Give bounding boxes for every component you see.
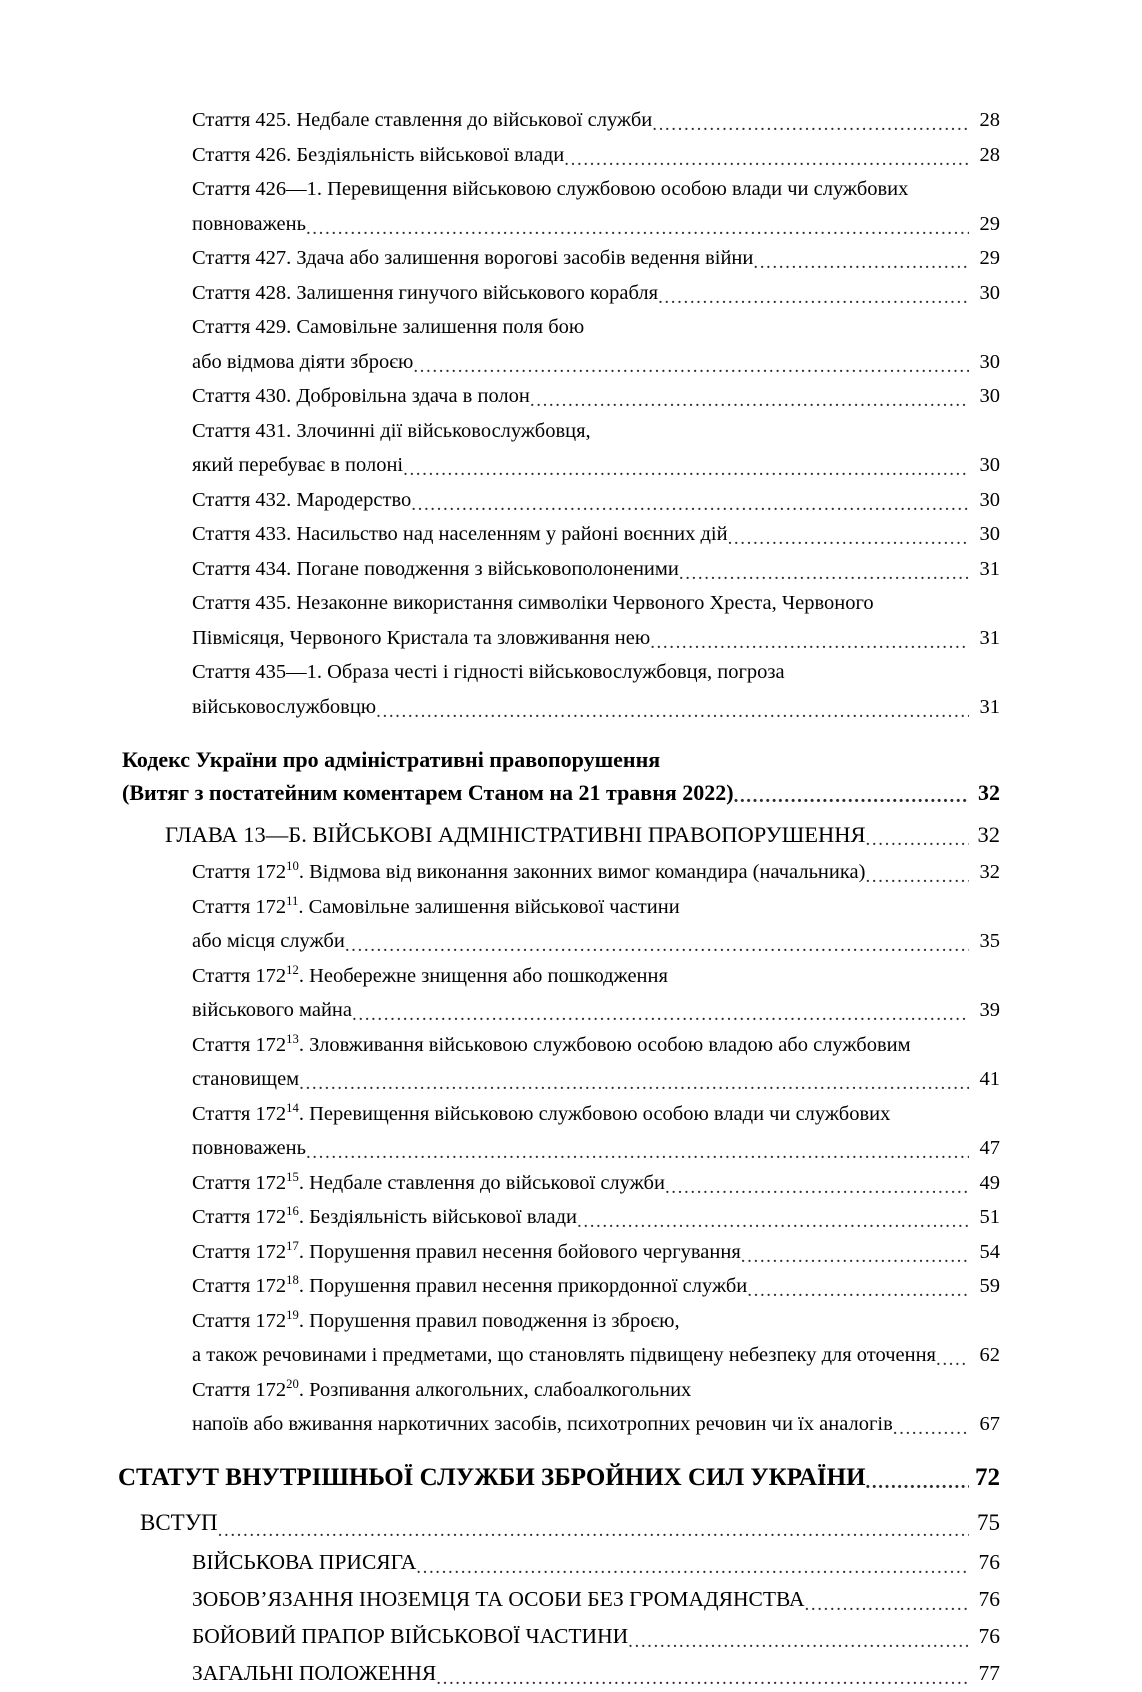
toc-entry-label: Кодекс України про адміністративні правопорушення (122, 747, 661, 772)
toc-entry-label: повноважень (192, 212, 306, 235)
toc-entry[interactable] (0, 1618, 1142, 1655)
dot-leader (628, 1633, 969, 1655)
toc-entry[interactable] (0, 1235, 1142, 1270)
toc-page-number: 29 (979, 247, 1000, 269)
toc-entry-label: Стаття $172^{12}$. Необережне знищення або пошкодження (192, 962, 668, 987)
toc-entry-line-final (192, 1655, 1142, 1692)
toc-page-number: 76 (978, 1623, 1000, 1648)
toc-entry[interactable] (0, 1655, 1142, 1692)
toc-entry-label: Стаття 427. Здача або залишення ворогові засобів ведення війни (192, 247, 754, 269)
toc-page-number: 47 (979, 1137, 1000, 1159)
dot-leader (299, 1076, 969, 1097)
toc-entry-line-final (192, 1407, 1142, 1442)
toc-entry[interactable] (0, 959, 1142, 1028)
dot-leader (218, 1521, 969, 1544)
toc-entry-label: ЗАГАЛЬНІ ПОЛОЖЕННЯ (192, 1660, 437, 1685)
dot-leader (530, 393, 969, 414)
toc-entry[interactable] (0, 483, 1142, 518)
dot-leader (411, 497, 969, 518)
toc-entry-label: Стаття $172^{14}$. Перевищення військовою службовою особою влади чи службових (192, 1100, 891, 1125)
toc-entry-label: ВІЙСЬКОВА ПРИСЯГА (192, 1549, 417, 1574)
toc-entry-line-final (192, 855, 1142, 890)
dot-leader (866, 830, 969, 853)
toc-entry[interactable] (0, 1097, 1142, 1166)
toc-entry-label: ГЛАВА 13—Б. ВІЙСЬКОВІ АДМІНІСТРАТИВНІ ПРАВОПОРУШЕННЯ (165, 822, 866, 847)
dot-leader (403, 462, 969, 483)
toc-entry-line (192, 655, 1142, 690)
toc-entry[interactable] (0, 655, 1142, 724)
dot-leader (650, 635, 969, 656)
toc-page-number: 35 (979, 930, 1000, 952)
toc-entry[interactable] (0, 890, 1142, 959)
toc-entry-label: Стаття 432. Мародерство (192, 488, 412, 511)
toc-entry-line-final (192, 1544, 1142, 1581)
dot-leader (652, 117, 969, 138)
dot-leader (416, 1559, 969, 1581)
toc-page-number: 30 (979, 454, 1000, 476)
toc-entry[interactable] (0, 743, 1142, 809)
toc-entry[interactable] (0, 172, 1142, 241)
toc-entry-label: або місця служби (192, 930, 345, 952)
toc-entry-line-final (192, 924, 1142, 959)
toc-entry-label: Стаття 433. Насильство над населенням у районі воєнних дій (192, 523, 728, 545)
dot-leader (352, 1007, 969, 1028)
toc-page-number: 30 (979, 350, 1000, 373)
toc-page-number: 51 (979, 1206, 1000, 1228)
dot-leader (728, 531, 969, 552)
toc-entry[interactable] (0, 414, 1142, 483)
dot-leader (747, 1283, 969, 1304)
toc-entry-line (192, 414, 1142, 449)
toc-page-number: 72 (975, 1463, 1000, 1491)
toc-entry-label: Півмісяця, Червоного Кристала та зловживання нею (192, 626, 651, 649)
dot-leader (306, 1145, 969, 1166)
toc-page-number: 30 (979, 488, 1000, 511)
toc-page-number: 31 (979, 626, 1000, 649)
dot-leader (753, 255, 969, 276)
toc-entry-label: Стаття 435—1. Образа честі і гідності військовослужбовця, погроза (192, 661, 785, 683)
table-of-contents (0, 103, 1142, 1692)
toc-entry-label: військовослужбовцю (192, 695, 377, 718)
toc-entry-line (192, 310, 1142, 345)
toc-entry-line (192, 890, 1142, 925)
toc-page-number: 29 (979, 212, 1000, 235)
toc-entry-line-final (192, 276, 1142, 311)
toc-entry-line-final (192, 138, 1142, 173)
toc-entry-label: повноважень (192, 1137, 306, 1159)
toc-entry[interactable] (0, 379, 1142, 414)
toc-entry-line-final (192, 690, 1142, 725)
toc-entry[interactable] (0, 103, 1142, 138)
toc-entry-line (192, 1028, 1142, 1063)
toc-entry-line (192, 959, 1142, 994)
toc-page-number: 75 (977, 1509, 1000, 1535)
toc-page-number: 62 (979, 1344, 1000, 1366)
toc-entry-label: Стаття $172^{13}$. Зловживання військовою службовою особою владою або службовим (192, 1031, 911, 1056)
toc-entry-line (192, 586, 1142, 621)
dot-leader (376, 704, 969, 725)
toc-entry-label: Стаття 426. Бездіяльність військової влади (192, 143, 565, 166)
toc-entry-line-final (192, 483, 1142, 518)
toc-entry-label: БОЙОВИЙ ПРАПОР ВІЙСЬКОВОЇ ЧАСТИНИ (192, 1623, 629, 1648)
dot-leader (741, 1249, 969, 1270)
toc-entry[interactable] (0, 138, 1142, 173)
toc-entry-line-final (192, 552, 1142, 587)
toc-entry[interactable] (0, 586, 1142, 655)
toc-entry[interactable] (0, 1028, 1142, 1097)
toc-entry-line-final (192, 993, 1142, 1028)
toc-page-number: 49 (979, 1171, 1000, 1194)
toc-entry-label: Стаття 435. Незаконне використання символіки Червоного Хреста, Червоного (192, 592, 874, 614)
toc-entry-label: а також речовинами і предметами, що становлять підвищену небезпеку для оточення (192, 1344, 936, 1366)
toc-entry-label: Стаття $172^{20}$. Розпивання алкогольних, слабоалкогольних (192, 1376, 692, 1401)
toc-entry-line-final (192, 241, 1142, 276)
dot-leader (866, 1471, 969, 1496)
dot-leader (936, 1352, 969, 1373)
dot-leader (436, 1670, 969, 1692)
toc-page-number: 76 (978, 1549, 1000, 1574)
toc-entry-label: який перебуває в полоні (192, 454, 404, 476)
toc-entry-line-final (192, 1269, 1142, 1304)
toc-page-number: 31 (979, 695, 1000, 718)
toc-page-number: 76 (978, 1586, 1000, 1611)
toc-entry[interactable] (0, 310, 1142, 379)
toc-entry-line (192, 172, 1142, 207)
toc-entry-label: Стаття $172^{18}$. Порушення правил несення прикордонної служби (192, 1273, 748, 1297)
toc-page-number: 30 (979, 523, 1000, 545)
toc-page-number: 41 (979, 1068, 1000, 1090)
toc-entry-line-final (192, 517, 1142, 552)
toc-entry-line-final (192, 1235, 1142, 1270)
toc-entry[interactable] (0, 241, 1142, 276)
dot-leader (893, 1421, 969, 1442)
toc-page-number: 59 (979, 1275, 1000, 1297)
toc-entry-label: Стаття $172^{15}$. Недбале ставлення до військової служби (192, 1169, 665, 1194)
toc-entry-line-final (192, 448, 1142, 483)
toc-entry-line-final (192, 1618, 1142, 1655)
toc-entry-label: Стаття $172^{16}$. Бездіяльність військової влади (192, 1204, 577, 1228)
toc-entry-line-final (122, 776, 1142, 809)
toc-entry[interactable] (0, 517, 1142, 552)
toc-entry-label: ЗОБОВ’ЯЗАННЯ ІНОЗЕМЦЯ ТА ОСОБИ БЕЗ ГРОМАДЯНСТВА (192, 1586, 805, 1611)
toc-entry-line-final (118, 1460, 1142, 1496)
toc-entry-label: Стаття 434. Погане поводження з військовополоненими (192, 557, 679, 580)
toc-entry-label: Стаття 429. Самовільне залишення поля бою (192, 316, 585, 338)
toc-entry[interactable] (0, 1581, 1142, 1618)
toc-entry[interactable] (0, 1373, 1142, 1442)
toc-entry[interactable] (0, 818, 1142, 852)
toc-entry[interactable] (0, 1502, 1142, 1544)
toc-page-number: 31 (979, 557, 1000, 580)
toc-page-number: 39 (979, 999, 1000, 1021)
toc-page-number: 77 (978, 1660, 1000, 1685)
toc-entry-label: напоїв або вживання наркотичних засобів, психотропних речовин чи їх аналогів (192, 1413, 893, 1435)
toc-entry[interactable] (0, 1200, 1142, 1235)
toc-entry-line-final (192, 1581, 1142, 1618)
toc-entry-line-final (192, 621, 1142, 656)
toc-entry-line (192, 1304, 1142, 1339)
dot-leader (564, 152, 969, 173)
dot-leader (413, 359, 969, 380)
toc-page-number: 32 (978, 780, 1000, 805)
toc-entry-label: військового майна (192, 999, 352, 1021)
toc-entry-label: ВСТУП (140, 1509, 218, 1535)
toc-entry-line (192, 1373, 1142, 1408)
toc-entry-line-final (192, 379, 1142, 414)
toc-entry-line (192, 1097, 1142, 1132)
dot-leader (577, 1214, 969, 1235)
toc-entry[interactable] (0, 1304, 1142, 1373)
toc-entry-line-final (192, 1062, 1142, 1097)
toc-page-number: 32 (979, 861, 1000, 883)
toc-entry[interactable] (0, 1166, 1142, 1201)
toc-entry-label: Стаття $172^{19}$. Порушення правил поводження із зброєю, (192, 1307, 680, 1332)
toc-entry-line-final (192, 207, 1142, 242)
toc-entry-line (122, 743, 1142, 776)
toc-page-number: 30 (979, 385, 1000, 407)
toc-entry-line-final (192, 1200, 1142, 1235)
toc-entry-label: або відмова діяти зброєю (192, 350, 414, 373)
toc-entry[interactable] (0, 1544, 1142, 1581)
toc-entry-label: становищем (192, 1068, 300, 1090)
toc-page-number: 28 (979, 109, 1000, 131)
toc-entry-label: Стаття 426—1. Перевищення військовою службовою особою влади чи службових (192, 178, 909, 200)
dot-leader (345, 938, 969, 959)
toc-entry-label: Стаття 428. Залишення гинучого військового корабля (192, 281, 659, 304)
toc-entry-line-final (192, 1131, 1142, 1166)
toc-page-number: 54 (979, 1240, 1000, 1263)
toc-page-number: 28 (979, 143, 1000, 166)
toc-entry-label: (Витяг з постатейним коментарем Станом на 21 травня 2022) (122, 780, 734, 805)
toc-entry-label: Стаття $172^{11}$. Самовільне залишення військової частини (192, 893, 680, 918)
toc-entry[interactable] (0, 855, 1142, 890)
toc-entry-label: Стаття $172^{10}$. Відмова від виконання законних вимог командира (начальника) (192, 859, 866, 883)
toc-page-number: 32 (977, 822, 1000, 847)
dot-leader (658, 290, 969, 311)
toc-entry-label: Стаття 425. Недбале ставлення до військової служби (192, 109, 653, 131)
toc-entry-line-final (192, 1166, 1142, 1201)
dot-leader (734, 787, 969, 809)
dot-leader (805, 1596, 970, 1618)
toc-entry-line-final (165, 818, 1142, 852)
dot-leader (679, 566, 969, 587)
toc-page-number: 30 (979, 281, 1000, 304)
toc-entry-line-final (140, 1502, 1142, 1544)
toc-entry-label: Стаття 431. Злочинні дії військовослужбовця, (192, 419, 591, 442)
toc-entry[interactable] (0, 1269, 1142, 1304)
toc-entry-label: СТАТУТ ВНУТРІШНЬОЇ СЛУЖБИ ЗБРОЙНИХ СИЛ УКРАЇНИ (118, 1463, 866, 1491)
toc-page-number: 67 (979, 1413, 1000, 1435)
toc-entry[interactable] (0, 552, 1142, 587)
toc-entry[interactable] (0, 276, 1142, 311)
toc-entry-line-final (192, 1338, 1142, 1373)
toc-entry-line-final (192, 103, 1142, 138)
toc-entry[interactable] (0, 1460, 1142, 1496)
dot-leader (306, 221, 969, 242)
toc-entry-label: Стаття 430. Добровільна здача в полон (192, 385, 530, 407)
toc-entry-label: Стаття $172^{17}$. Порушення правил несення бойового чергування (192, 1238, 741, 1263)
dot-leader (865, 869, 969, 890)
dot-leader (665, 1180, 969, 1201)
toc-entry-line-final (192, 345, 1142, 380)
